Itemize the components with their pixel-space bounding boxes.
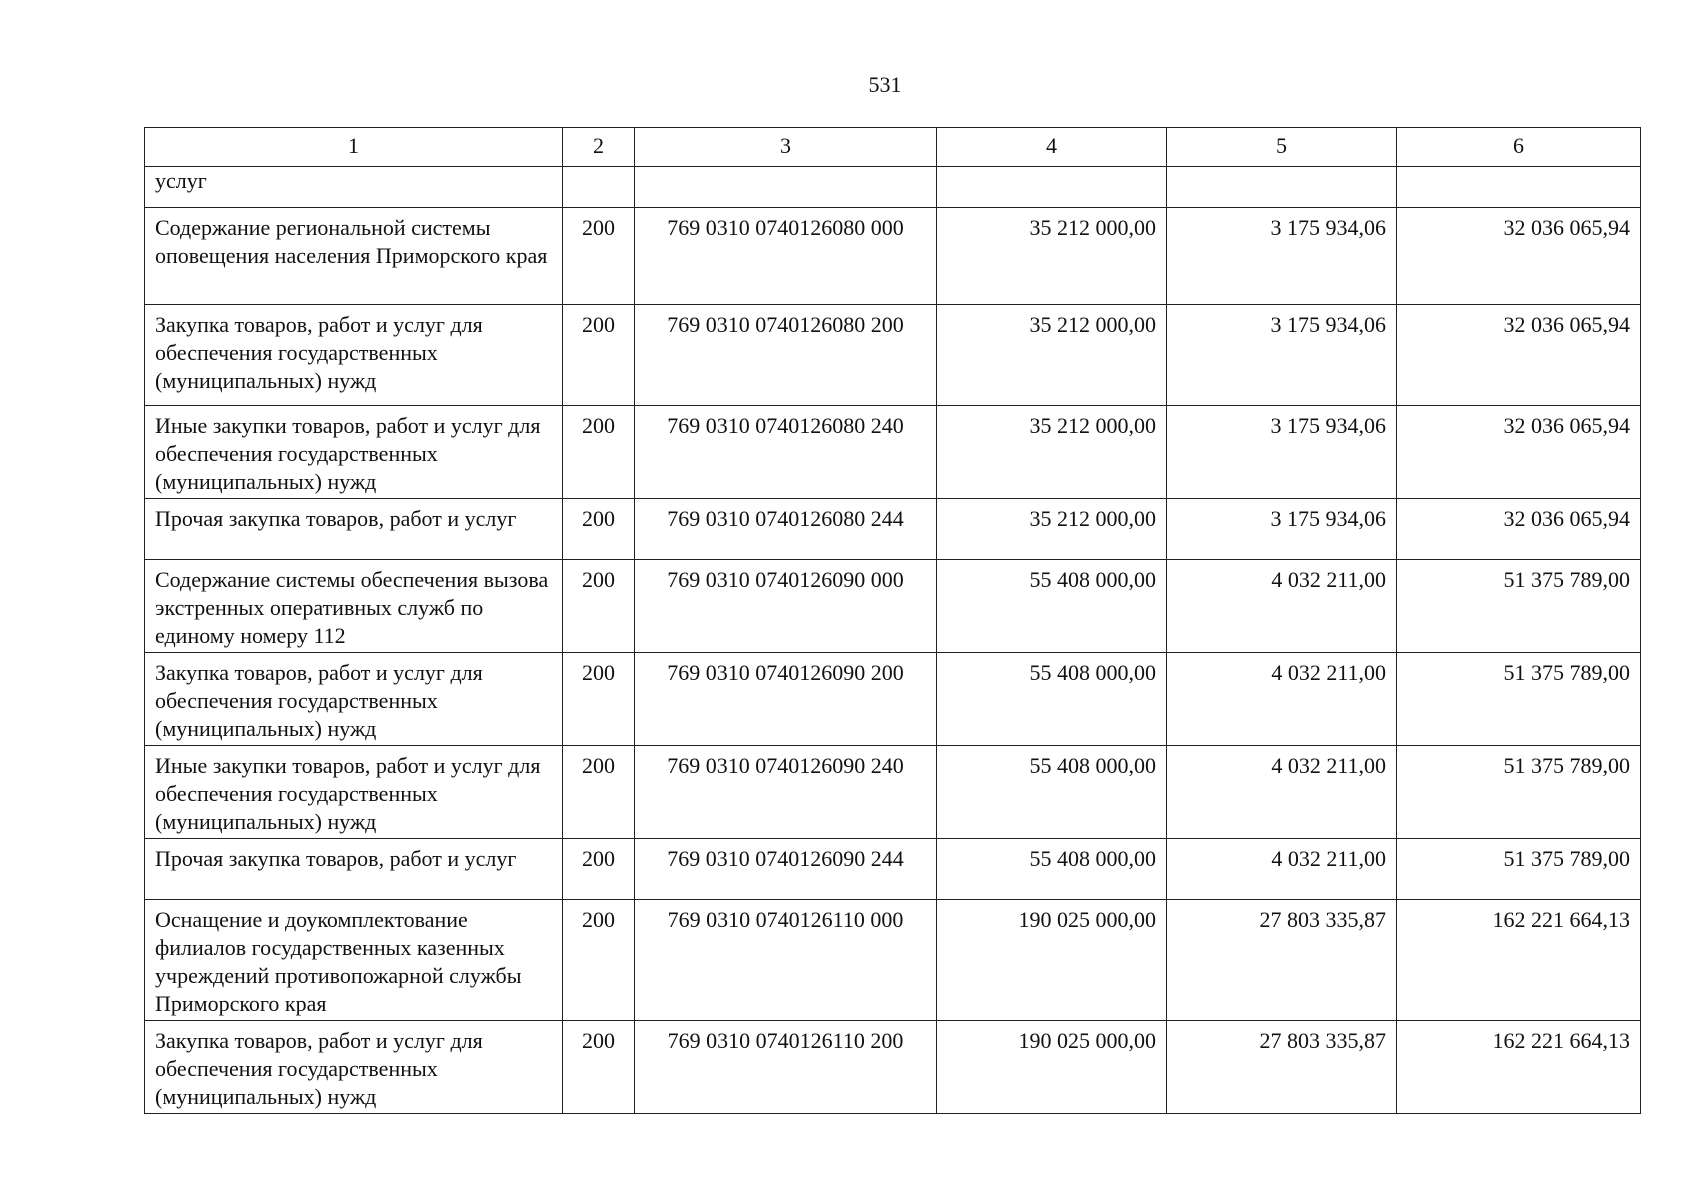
table-header-row [145,128,1641,167]
row-approved [937,167,1167,208]
row-remaining: 32 036 065,94 [1397,499,1641,560]
row-kbk: 769 0310 0740126110 000 [635,900,937,1021]
row-kbk: 769 0310 0740126090 200 [635,653,937,746]
row-remaining: 32 036 065,94 [1397,208,1641,305]
row-name: Оснащение и доукомплектование филиалов государственных казенных учреждений противопожарной службы Приморского края [145,900,563,1021]
row-name: Иные закупки товаров, работ и услуг для обеспечения государственных (муниципальных) нужд [145,406,563,499]
table-row [145,1021,1641,1114]
table-row [145,560,1641,653]
row-code: 200 [563,305,635,406]
row-kbk: 769 0310 0740126110 200 [635,1021,937,1114]
table-row [145,839,1641,900]
row-code: 200 [563,406,635,499]
header-cell: 1 [145,128,563,167]
table-row [145,746,1641,839]
row-kbk: 769 0310 0740126080 244 [635,499,937,560]
row-remaining: 51 375 789,00 [1397,560,1641,653]
row-approved: 190 025 000,00 [937,900,1167,1021]
table-row [145,653,1641,746]
row-executed: 4 032 211,00 [1167,746,1397,839]
header-cell: 2 [563,128,635,167]
row-name: Закупка товаров, работ и услуг для обеспечения государственных (муниципальных) нужд [145,1021,563,1114]
row-executed: 27 803 335,87 [1167,900,1397,1021]
table-row [145,305,1641,406]
page-number: 531 [868,72,902,97]
row-kbk: 769 0310 0740126080 240 [635,406,937,499]
row-remaining: 162 221 664,13 [1397,1021,1641,1114]
table-row [145,406,1641,499]
row-name: Содержание региональной системы оповещения населения Приморского края [145,208,563,305]
row-executed: 3 175 934,06 [1167,406,1397,499]
row-code: 200 [563,653,635,746]
row-name: Иные закупки товаров, работ и услуг для обеспечения государственных (муниципальных) нужд [145,746,563,839]
row-executed: 4 032 211,00 [1167,560,1397,653]
row-code: 200 [563,499,635,560]
row-approved: 55 408 000,00 [937,746,1167,839]
row-remaining: 32 036 065,94 [1397,305,1641,406]
header-cell: 6 [1397,128,1641,167]
row-approved: 55 408 000,00 [937,560,1167,653]
row-executed [1167,167,1397,208]
row-approved: 55 408 000,00 [937,653,1167,746]
row-remaining: 51 375 789,00 [1397,746,1641,839]
row-approved: 55 408 000,00 [937,839,1167,900]
header-cell: 3 [635,128,937,167]
row-approved: 35 212 000,00 [937,305,1167,406]
row-code: 200 [563,839,635,900]
row-name: Прочая закупка товаров, работ и услуг [145,839,563,900]
table-row [145,499,1641,560]
row-code: 200 [563,900,635,1021]
row-remaining: 162 221 664,13 [1397,900,1641,1021]
row-executed: 3 175 934,06 [1167,208,1397,305]
row-executed: 27 803 335,87 [1167,1021,1397,1114]
header-cell: 5 [1167,128,1397,167]
row-code: 200 [563,1021,635,1114]
row-code: 200 [563,746,635,839]
budget-table [144,127,1641,1114]
row-approved: 35 212 000,00 [937,208,1167,305]
row-code: 200 [563,208,635,305]
row-executed: 3 175 934,06 [1167,305,1397,406]
row-remaining: 32 036 065,94 [1397,406,1641,499]
row-name: Содержание системы обеспечения вызова экстренных оперативных служб по единому номеру 112 [145,560,563,653]
table-row [145,208,1641,305]
row-kbk: 769 0310 0740126090 244 [635,839,937,900]
row-name: Закупка товаров, работ и услуг для обеспечения государственных (муниципальных) нужд [145,305,563,406]
row-approved: 190 025 000,00 [937,1021,1167,1114]
table-row [145,900,1641,1021]
row-approved: 35 212 000,00 [937,499,1167,560]
header-cell: 4 [937,128,1167,167]
row-kbk: 769 0310 0740126080 000 [635,208,937,305]
row-remaining [1397,167,1641,208]
row-kbk [635,167,937,208]
table-row [145,167,1641,208]
row-remaining: 51 375 789,00 [1397,653,1641,746]
row-executed: 4 032 211,00 [1167,653,1397,746]
row-name: Прочая закупка товаров, работ и услуг [145,499,563,560]
row-name: услуг [145,167,563,208]
row-executed: 3 175 934,06 [1167,499,1397,560]
row-name: Закупка товаров, работ и услуг для обеспечения государственных (муниципальных) нужд [145,653,563,746]
row-kbk: 769 0310 0740126090 240 [635,746,937,839]
row-code: 200 [563,560,635,653]
row-kbk: 769 0310 0740126080 200 [635,305,937,406]
row-executed: 4 032 211,00 [1167,839,1397,900]
row-remaining: 51 375 789,00 [1397,839,1641,900]
row-kbk: 769 0310 0740126090 000 [635,560,937,653]
row-code [563,167,635,208]
row-approved: 35 212 000,00 [937,406,1167,499]
